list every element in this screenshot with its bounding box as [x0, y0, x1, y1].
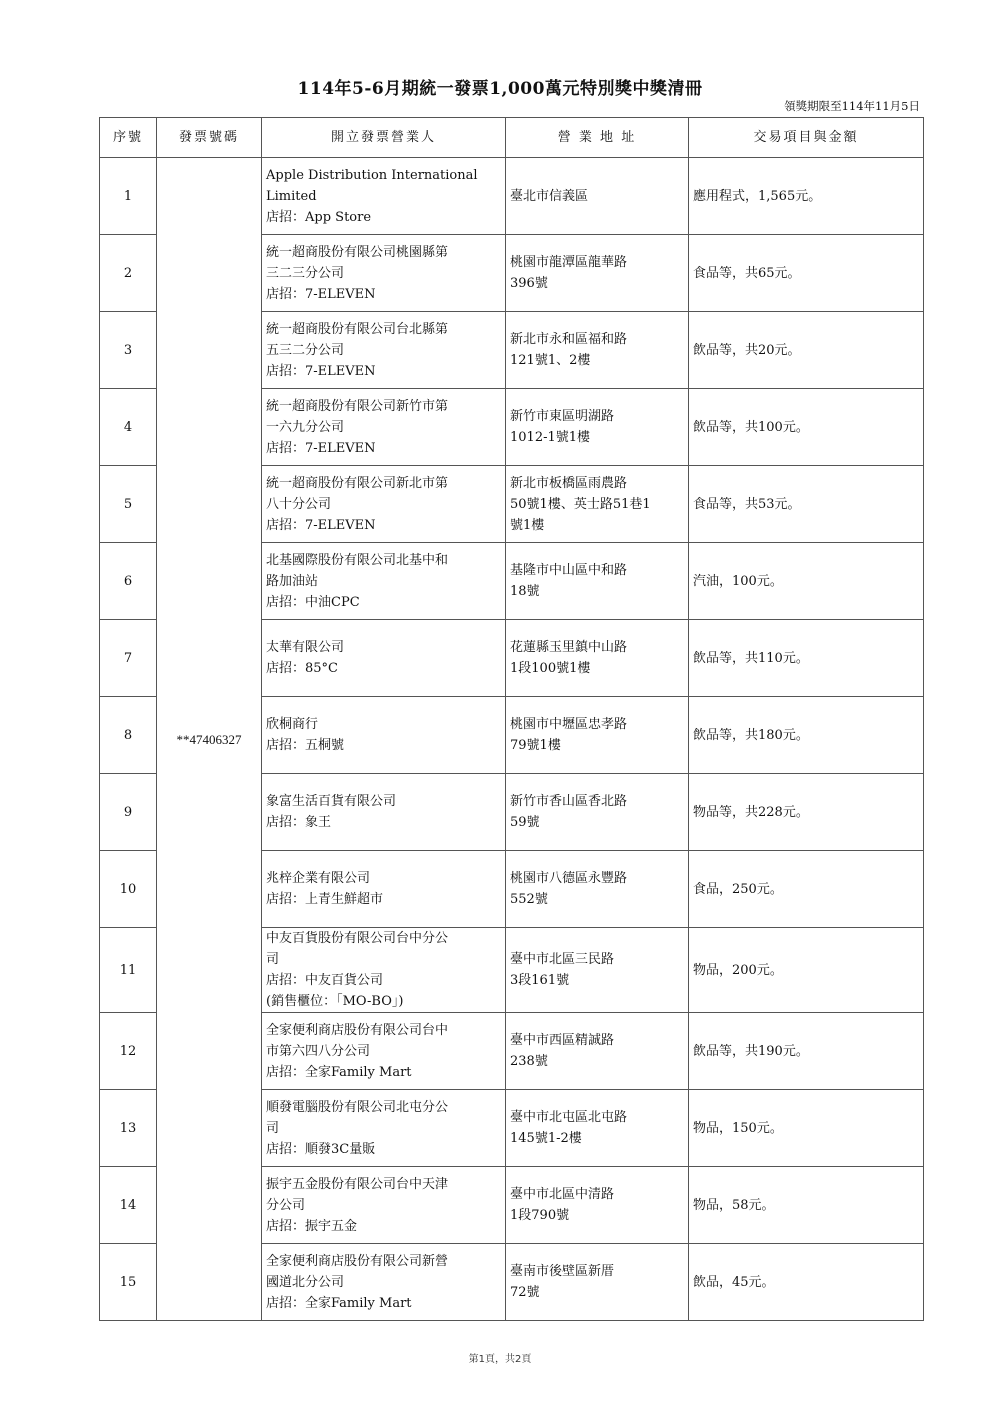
- row-business: [262, 1244, 506, 1321]
- business-line: 分公司: [266, 1197, 306, 1213]
- row-seq: 4: [100, 389, 157, 466]
- row-amount: 應用程式，1,565元。: [689, 158, 924, 235]
- header-seq: 序號: [100, 118, 157, 158]
- business-line: 店招：7-ELEVEN: [266, 363, 376, 379]
- address-line: 3段161號: [510, 973, 570, 988]
- address-line: 1段100號1樓: [510, 661, 591, 676]
- business-line: 店招：7-ELEVEN: [266, 440, 376, 456]
- row-address: [506, 389, 689, 466]
- row-amount: 飲品等，共100元。: [689, 389, 924, 466]
- business-line: 三二三分公司: [266, 265, 345, 281]
- row-address: [506, 1090, 689, 1167]
- business-line: 店招：振宇五金: [266, 1218, 358, 1234]
- business-line: 象富生活百貨有限公司: [266, 794, 397, 809]
- address-line: 桃園市中壢區忠孝路: [510, 717, 628, 732]
- business-line: 店招：上青生鮮超市: [266, 892, 384, 907]
- business-line: 店招：象王: [266, 815, 332, 830]
- address-line: 396號: [510, 276, 548, 291]
- row-address: [506, 1013, 689, 1090]
- row-seq: 8: [100, 697, 157, 774]
- business-line: 店招：中油CPC: [266, 594, 360, 610]
- business-line: 北基國際股份有限公司北基中和: [266, 552, 449, 568]
- row-amount: 飲品等，共190元。: [689, 1013, 924, 1090]
- business-line: 欣桐商行: [266, 717, 319, 732]
- business-line: 振宇五金股份有限公司台中天津: [266, 1176, 449, 1192]
- table-row: [100, 158, 924, 235]
- address-line: 59號: [510, 815, 540, 830]
- address-line: 桃園市龍潭區龍華路: [510, 255, 628, 270]
- row-address: [506, 1167, 689, 1244]
- business-line: 兆梓企業有限公司: [266, 871, 371, 886]
- address-line: 號1樓: [510, 517, 545, 533]
- row-address: [506, 235, 689, 312]
- row-amount: 飲品等，共110元。: [689, 620, 924, 697]
- business-line: 店招：全家Family Mart: [266, 1295, 412, 1311]
- address-line: 50號1樓、英士路51巷1: [510, 496, 651, 512]
- address-line: 基隆市中山區中和路: [510, 563, 628, 578]
- row-seq: 3: [100, 312, 157, 389]
- address-line: 臺中市北屯區北屯路: [510, 1110, 628, 1125]
- business-line: 國道北分公司: [266, 1274, 345, 1290]
- address-line: 臺北市信義區: [510, 188, 589, 204]
- page-number: 第1頁，共2頁: [468, 1354, 532, 1365]
- row-seq: 7: [100, 620, 157, 697]
- header-business: 開立發票營業人: [262, 118, 506, 158]
- row-seq: 5: [100, 466, 157, 543]
- row-business: [262, 466, 506, 543]
- row-seq: 14: [100, 1167, 157, 1244]
- claim-deadline: 領獎期限至114年11月5日: [784, 99, 920, 113]
- invoice-number: **47406327: [157, 158, 262, 1321]
- address-line: 72號: [510, 1285, 540, 1300]
- business-line: 八十分公司: [266, 496, 332, 512]
- row-business: [262, 312, 506, 389]
- address-line: 552號: [510, 892, 548, 907]
- address-line: 新北市板橋區雨農路: [510, 475, 628, 491]
- business-line: 太華有限公司: [266, 640, 345, 655]
- row-business: [262, 1090, 506, 1167]
- row-address: [506, 928, 689, 1013]
- row-seq: 10: [100, 851, 157, 928]
- row-address: [506, 1244, 689, 1321]
- business-line: 全家便利商店股份有限公司新營: [266, 1253, 449, 1269]
- address-line: 臺中市西區精誠路: [510, 1033, 615, 1048]
- row-address: [506, 697, 689, 774]
- row-seq: 13: [100, 1090, 157, 1167]
- address-line: 臺中市北區三民路: [510, 952, 615, 967]
- address-line: 新北市永和區福和路: [510, 332, 628, 347]
- business-line: 五三二分公司: [266, 342, 345, 358]
- business-line: 店招：順發3C量販: [266, 1141, 376, 1157]
- row-amount: 食品等，共53元。: [689, 466, 924, 543]
- address-line: 79號1樓: [510, 738, 561, 753]
- business-line: 統一超商股份有限公司新竹市第: [266, 398, 449, 414]
- row-business: [262, 158, 506, 235]
- row-seq: 1: [100, 158, 157, 235]
- row-seq: 6: [100, 543, 157, 620]
- address-line: 新竹市香山區香北路: [510, 794, 628, 809]
- address-line: 238號: [510, 1054, 548, 1069]
- business-line: 統一超商股份有限公司桃園縣第: [266, 244, 449, 260]
- business-line: 路加油站: [266, 573, 319, 589]
- address-line: 1段790號: [510, 1208, 570, 1223]
- business-line: Apple Distribution International: [266, 167, 478, 183]
- business-line: 店招：App Store: [266, 209, 372, 225]
- row-seq: 15: [100, 1244, 157, 1321]
- row-business: [262, 543, 506, 620]
- row-address: [506, 774, 689, 851]
- row-seq: 11: [100, 928, 157, 1013]
- document-title: 114年5-6月期統一發票1,000萬元特別獎中獎清冊: [297, 79, 703, 99]
- row-business: [262, 697, 506, 774]
- business-line: 店招：85°C: [266, 661, 338, 676]
- row-amount: 飲品等，共180元。: [689, 697, 924, 774]
- address-line: 145號1-2樓: [510, 1131, 582, 1146]
- row-amount: 汽油，100元。: [689, 543, 924, 620]
- business-line: 店招：全家Family Mart: [266, 1064, 412, 1080]
- row-address: [506, 620, 689, 697]
- address-line: 花蓮縣玉里鎮中山路: [510, 640, 628, 655]
- business-line: 店招：7-ELEVEN: [266, 286, 376, 302]
- row-amount: 食品等，共65元。: [689, 235, 924, 312]
- row-address: [506, 543, 689, 620]
- address-line: 18號: [510, 584, 540, 599]
- row-business: [262, 1013, 506, 1090]
- address-line: 桃園市八德區永豐路: [510, 871, 628, 886]
- row-amount: 食品，250元。: [689, 851, 924, 928]
- row-amount: 物品，200元。: [689, 928, 924, 1013]
- business-line: Limited: [266, 188, 317, 204]
- address-line: 臺中市北區中清路: [510, 1187, 615, 1202]
- business-line: 店招：五桐號: [266, 738, 345, 753]
- row-amount: 飲品，45元。: [689, 1244, 924, 1321]
- row-business: [262, 1167, 506, 1244]
- table-header-row: [100, 118, 924, 158]
- business-line: 司: [266, 1120, 280, 1136]
- row-seq: 12: [100, 1013, 157, 1090]
- row-business: [262, 928, 506, 1013]
- address-line: 1012-1號1樓: [510, 430, 591, 445]
- business-line: 市第六四八分公司: [266, 1043, 371, 1059]
- row-business: [262, 235, 506, 312]
- winners-table: [99, 117, 924, 1321]
- row-seq: 2: [100, 235, 157, 312]
- row-address: [506, 158, 689, 235]
- business-line: 統一超商股份有限公司新北市第: [266, 475, 449, 491]
- header-address: 營 業 地 址: [506, 118, 689, 158]
- row-business: [262, 774, 506, 851]
- business-line: 中友百貨股份有限公司台中分公: [266, 931, 449, 946]
- row-address: [506, 466, 689, 543]
- address-line: 121號1、2樓: [510, 353, 591, 368]
- business-line: (銷售櫃位：「MO-BO」): [266, 994, 404, 1009]
- business-line: 店招：中友百貨公司: [266, 973, 384, 988]
- row-business: [262, 851, 506, 928]
- row-amount: 飲品等，共20元。: [689, 312, 924, 389]
- row-address: [506, 312, 689, 389]
- row-amount: 物品，150元。: [689, 1090, 924, 1167]
- business-line: 店招：7-ELEVEN: [266, 517, 376, 533]
- row-business: [262, 620, 506, 697]
- address-line: 臺南市後壁區新厝: [510, 1264, 615, 1279]
- business-line: 全家便利商店股份有限公司台中: [266, 1022, 449, 1038]
- row-business: [262, 389, 506, 466]
- row-amount: 物品等，共228元。: [689, 774, 924, 851]
- business-line: 統一超商股份有限公司台北縣第: [266, 321, 449, 337]
- row-address: [506, 851, 689, 928]
- row-amount: 物品，58元。: [689, 1167, 924, 1244]
- business-line: 司: [266, 952, 280, 967]
- row-seq: 9: [100, 774, 157, 851]
- business-line: 一六九分公司: [266, 419, 345, 435]
- header-amount: 交易項目與金額: [689, 118, 924, 158]
- address-line: 新竹市東區明湖路: [510, 409, 615, 424]
- business-line: 順發電腦股份有限公司北屯分公: [266, 1099, 449, 1115]
- header-invoice-number: 發票號碼: [157, 118, 262, 158]
